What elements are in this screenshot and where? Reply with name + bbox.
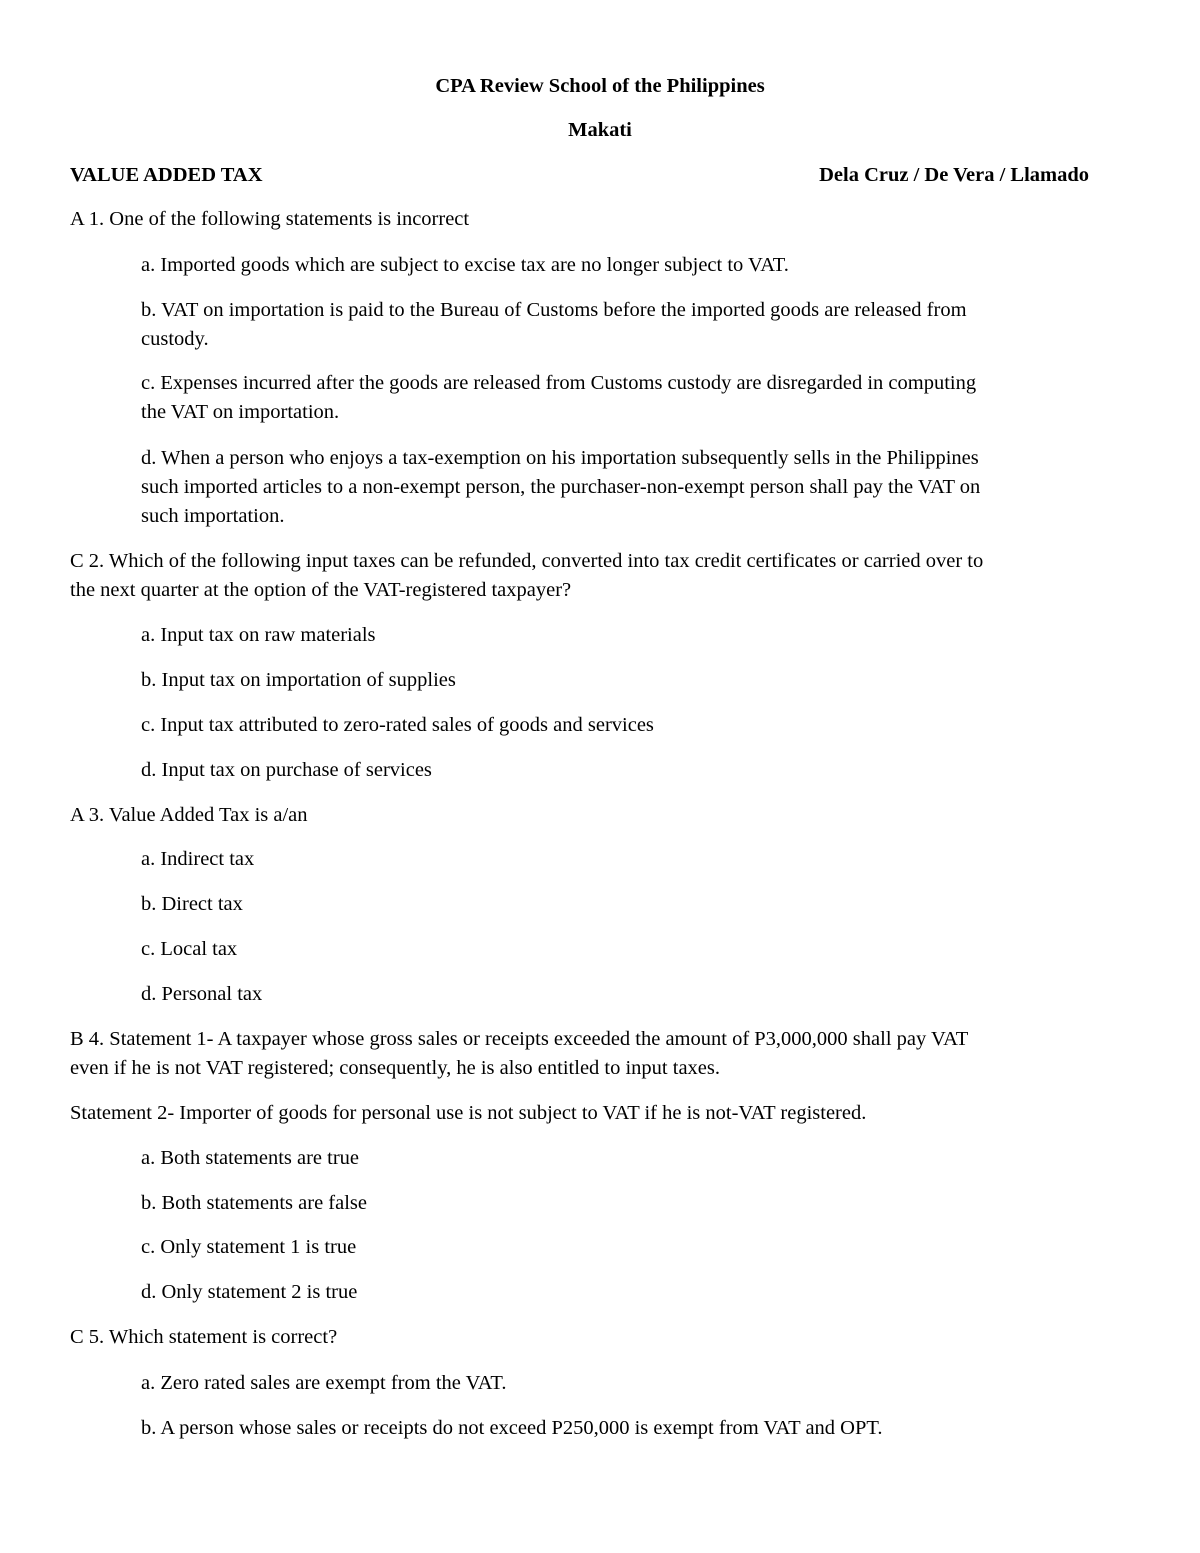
question-2-text: C 2. Which of the following input taxes can be refunded, converted into tax credit certificates or carried over to (70, 550, 984, 572)
question-2-text-line-2: the next quarter at the option of the VAT-registered taxpayer? (70, 579, 572, 601)
question-4-option-a: a. Both statements are true (141, 1147, 360, 1169)
question-3-option-d: d. Personal tax (141, 983, 263, 1005)
question-5-text: C 5. Which statement is correct? (70, 1326, 338, 1348)
question-4-option-c: c. Only statement 1 is true (141, 1236, 357, 1258)
question-2-option-a: a. Input tax on raw materials (141, 624, 376, 646)
question-2-option-c: c. Input tax attributed to zero-rated sales of goods and services (141, 714, 654, 736)
subject-title: VALUE ADDED TAX (70, 164, 263, 186)
question-2-option-b: b. Input tax on importation of supplies (141, 669, 456, 691)
question-4-option-b: b. Both statements are false (141, 1192, 368, 1214)
question-1-option-d: d. When a person who enjoys a tax-exemption on his importation subsequently sells in the Philippines (141, 447, 979, 469)
question-1-option-c: c. Expenses incurred after the goods are released from Customs custody are disregarded in computing (141, 372, 977, 394)
question-3-text: A 3. Value Added Tax is a/an (70, 804, 308, 826)
question-2-option-d: d. Input tax on purchase of services (141, 759, 432, 781)
question-1-option-d-line-3: such importation. (141, 505, 285, 527)
question-4-option-d: d. Only statement 2 is true (141, 1281, 358, 1303)
school-title: CPA Review School of the Philippines (435, 75, 765, 97)
question-1-option-b: b. VAT on importation is paid to the Bureau of Customs before the imported goods are released from (141, 299, 967, 321)
question-5-option-b: b. A person whose sales or receipts do not exceed P250,000 is exempt from VAT and OPT. (141, 1417, 883, 1439)
question-1-option-a: a. Imported goods which are subject to excise tax are no longer subject to VAT. (141, 254, 789, 276)
question-1-text: A 1. One of the following statements is incorrect (70, 208, 470, 230)
location-title: Makati (568, 119, 632, 141)
question-1-option-d-line-2: such imported articles to a non-exempt person, the purchaser-non-exempt person shall pay the VAT on (141, 476, 981, 498)
question-3-option-b: b. Direct tax (141, 893, 243, 915)
question-5-option-a: a. Zero rated sales are exempt from the VAT. (141, 1372, 507, 1394)
question-3-option-c: c. Local tax (141, 938, 238, 960)
question-3-option-a: a. Indirect tax (141, 848, 255, 870)
question-4-text-line-2: even if he is not VAT registered; consequently, he is also entitled to input taxes. (70, 1057, 720, 1079)
question-4-statement-2: Statement 2- Importer of goods for personal use is not subject to VAT if he is not-VAT registered. (70, 1102, 867, 1124)
question-1-option-b-line-2: custody. (141, 328, 209, 350)
question-1-option-c-line-2: the VAT on importation. (141, 401, 340, 423)
question-4-text: B 4. Statement 1- A taxpayer whose gross sales or receipts exceeded the amount of P3,000,000 shall pay VAT (70, 1028, 969, 1050)
authors: Dela Cruz / De Vera / Llamado (819, 164, 1089, 186)
